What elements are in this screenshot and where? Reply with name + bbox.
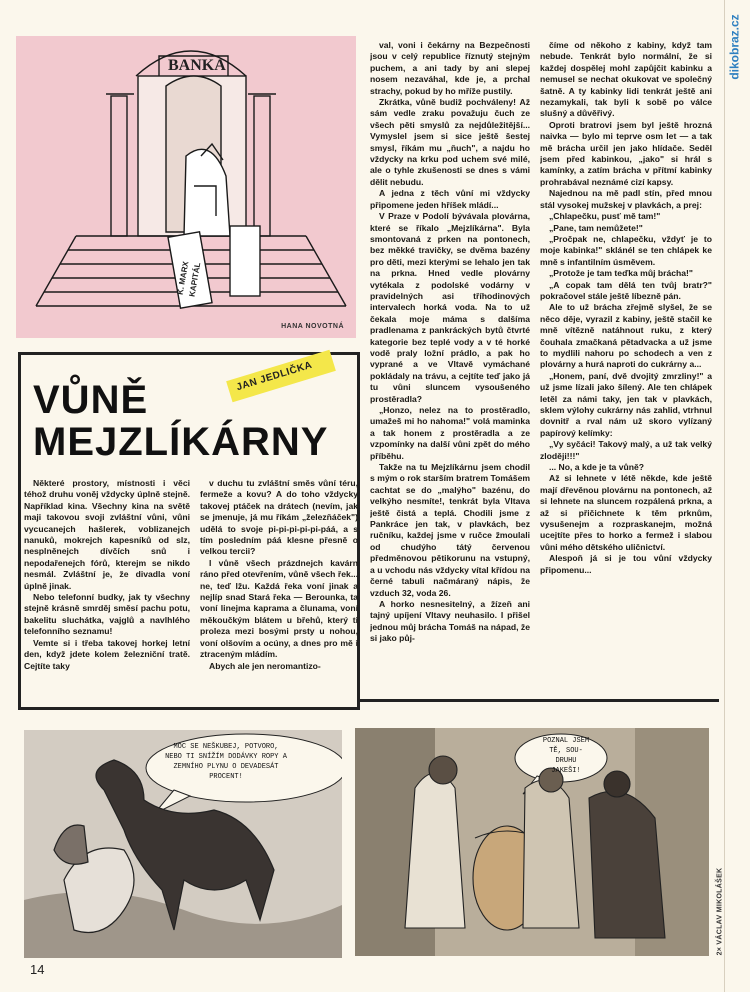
horse-cartoon (24, 730, 342, 958)
paragraph: val, voni i čekárny na Bezpečnosti jsou v celý republice říznutý stejným puchem, a ani tady by ani slepej nosem nezaváhal, kde je, a prchal strachy, pokud by ho mříže pustily. (370, 40, 530, 96)
bank-cartoon-drawing (16, 36, 356, 338)
paragraph: A jedna z těch vůní mi vždycky připomene jeden hříšek mládí... (370, 188, 530, 210)
book-label-2: KAPITÁL (187, 261, 203, 298)
speech-line: PROCENT! (209, 773, 243, 781)
cartoon-artist-credit: HANA NOVOTNÁ (281, 323, 344, 330)
paragraph: Ale to už brácha zřejmě slyšel, že se něco děje, vyrazil z kabiny, ještě stačil ke mně vítězně natáhnout ruku, z který čouhala zmačkaná pětadvacka a už jsme to mydlili nahoru po schodech a ven z plovárny a hurá naproti do cukrárny a... (540, 302, 712, 370)
speech-line: MOC SE NEŠKUBEJ, POTVORO, (173, 743, 279, 751)
bottom-cartoon-artist: 2× VÁCLAV MIKOLÁŠEK (716, 867, 724, 956)
paragraph: „Honem, paní, dvě dvojitý zmrzliny!" a už jsme lízali jako šílený. Ale ten chlápek letěl za námi taky, jen tak v plavkách, sklem výlohy cukrárny nás zahlid, vtrhnul dovnitř a rval nám už skoro vylízaný papírový kelímky: (540, 370, 712, 438)
watermark-text: dikobraz.cz (728, 14, 743, 80)
title-line-1: VŮNĚ (33, 378, 149, 422)
bank-cartoon (16, 36, 356, 338)
market-cartoon-speech (527, 736, 605, 776)
paragraph: Některé prostory, místnosti i věci téhož druhu voněj vždycky úplně stejně. Například kina. Všechny kina na světě maji takovou svoji zvláštní vůni, vůni vycucanejch hašlerek, voblizanejch nanuků, mokrejch kapesníků od slz, nesplněnejch dívčích snů i nepodařenejch fórů, kterejm se nikdo nesmál. Zvláštní je, že divadla voní úplně jinak. (24, 478, 190, 591)
paragraph: Oproti bratrovi jsem byl ještě hrozná naivka — bylo mi teprve osm let — a tak mě brácha určil jen jako hlídače. Seděl jsem před kabinkou, „jako" si hrál s kamínky, a zatím brácha v přítmí kabinky prohrabával neznámé cizí kapsy. (540, 119, 712, 187)
speech-line: TĚ, SOU- (549, 747, 583, 755)
bank-sign: BANKA (168, 57, 226, 74)
paragraph: Vemte si i třeba takovej horkej letní den, když jdete kolem železniční tratě. Cejtíte taky (24, 637, 190, 671)
article-column-2 (200, 478, 358, 700)
paragraph: Alespoň já si je tou vůní vždycky připomenu... (540, 553, 712, 575)
bottom-cartoon-credit (712, 868, 724, 958)
paragraph: V Praze v Podolí bývávala plovárna, které se říkalo „Mejzlíkárna". Byla smontovaná z prken na pontonech, bez měkké travičky, se dvěma bazény pro děti, mezi kterými se lehalo jen tak na prkna. Hned vedle plovárny vytékala z podolské vodárny v pravidelných asi tříhodinových intervalech horká voda. Na to už čekala moje máma s dalšíma pradlenama z pankráckých bytů čtvrté kategorie bez teplé vody a v té horké vodě praly ložní prádlo, a pak ho vyprané a ve Vltavě vymáchané pokládaly na trávu, a cejtíte teď jako já tu vůni sluncem vysoušeného prostěradla? (370, 211, 530, 404)
article-column-4 (540, 40, 712, 695)
paragraph: v duchu tu zvláštní směs vůní téru, fermeže a kovu? A do toho vždycky takovej ptáček na drátech (nevím, jak se jmenuje, já mu říkám „železňáček") udělá to svoje pi-pi-pi-pi-pi-páá, a s tím posledním páá klesne přesně o velkou tercii? (200, 478, 358, 557)
paragraph: Zkrátka, vůně budiž pochváleny! Až sám vedle zraku považuju čuch ze všech pěti smyslů za nejdůležitější... Vymyslel jsem si sice ještě šestej smysl, říkám mu „ňuch", a najdu ho vždycky na krku pod uchem své milé, ale o tyhle zkušenosti se dnes s vámi dělit nebudu. (370, 97, 530, 187)
article-title (33, 379, 328, 463)
book-label-1: K. MARX (175, 260, 191, 296)
paragraph: Abych ale jen neromantizo- (209, 660, 321, 671)
article-box-bottom-rule (357, 699, 719, 702)
paragraph: I vůně všech prázdnejch kavárn ráno před otevřením, vůně všech řek... ne, teď lžu. Každá řeka voní jinak a nejlíp snad Stará řeka — Berounka, ta voní linejma kaprama a člunama, voní měkoučkým blátem u břehů, který ti proleza mezi bosými prsty u nohou, voní olšovím a ocúny, a dnes pro mě i ztraceným mládím. (200, 557, 358, 660)
speech-line: POZNAL JSEM (542, 737, 590, 745)
paragraph: Takže na tu Mejzlíkárnu jsem chodil s mým o rok starším bratrem Tomášem cachtat se do „malýho" bazénu, do velkýho nesmíte!, tenkrát byla Vltava ještě čistá a teplá. Chodili jsme z Pankráce jen tak, v plavkách, bez ručníku, každej jsme v ručce žmoulali od chudýho tátý červenou předměnovou pětikorunu na vstupný, a u vchodu nás vždycky vítal křídou na černé tabuli načmáraný nápis, že vzduch 32, voda 26. (370, 462, 530, 598)
paragraph: „Pane, tam nemůžete!" (549, 222, 643, 233)
article-column-3 (370, 40, 530, 695)
paragraph: Až si lehnete v létě někde, kde ještě mají dřevěnou plovárnu na pontonech, až si lehnete na sluncem rozpálená prkna, a až si přičichnete k těm prknům, vysušenejm a rozpraskanejm, možná ucejtíte přes to horko a fermež i slabou vůni mého dětského uličnictví. (540, 473, 712, 552)
page-edge-line (724, 0, 725, 992)
paragraph: „A copak tam dělá ten tvůj bratr?" pokračovel stále ještě líbezně pán. (540, 279, 712, 301)
page-number: 14 (30, 962, 45, 977)
speech-line: NEBO TI SNÍŽÍM DODÁVKY ROPY A (165, 753, 287, 761)
title-line-2: MEJZLÍKÁRNY (33, 420, 329, 464)
horse-cartoon-speech (152, 742, 300, 782)
paragraph: Najednou na mě padl stín, před mnou stál vysokej mužskej v plavkách, a prej: (540, 188, 712, 210)
paragraph: Nebo telefonní budky, jak ty všechny stejně krásně smrděj směsí pachu potu, bakelitu sluchátka, vajglů a navlhlého telefonního seznamu! (24, 592, 190, 637)
market-cartoon (355, 728, 709, 956)
article-author: JAN JEDLIČKA (235, 359, 314, 394)
speech-line: ZEMNÍHO PLYNU O DEVADESÁT (173, 763, 279, 771)
paragraph: „Chlapečku, pusť mě tam!" (549, 211, 661, 222)
paragraph: „Protože je tam teďka můj brácha!" (549, 268, 693, 279)
paragraph: ... No, a kde je ta vůně? (549, 462, 645, 473)
paragraph: „Honzo, nelez na to prostěradlo, umažeš mi ho nahoma!" volá maminka a tak honem z prostěradla a ze vzpomínky na další vůni zpět do mého příběhu. (370, 405, 530, 461)
speech-line: DRUHU (555, 757, 577, 765)
article-column-1 (24, 478, 190, 700)
paragraph: A horko nesnesitelný, a žízeň ani tajný upíjení Vltavy neuhasilo. I přišel jednou můj brácha Tomáš na nápad, že si jako půj- (370, 598, 530, 644)
paragraph: „Pročpak ne, chlapečku, vždyť je to moje kabinka!" sklánél se ten chlápek ke mně s infantilním úsměvem. (540, 233, 712, 267)
paragraph: „Vy syčáci! Takový malý, a už tak velký zloději!!!" (540, 439, 712, 461)
paragraph: číme od někoho z kabiny, když tam nebude. Tenkrát bylo normální, že si každej dospělej mohl zapůjčit kabinku a nemusel se nechat okukovat ve společný šatně. A ty kabinky lidi tenkrát ještě ani nezamykali, tak byli k sobě po válce slušný a důvěřivý. (540, 40, 712, 119)
watermark (722, 4, 748, 90)
speech-line: JAKEŠI! (551, 767, 581, 775)
